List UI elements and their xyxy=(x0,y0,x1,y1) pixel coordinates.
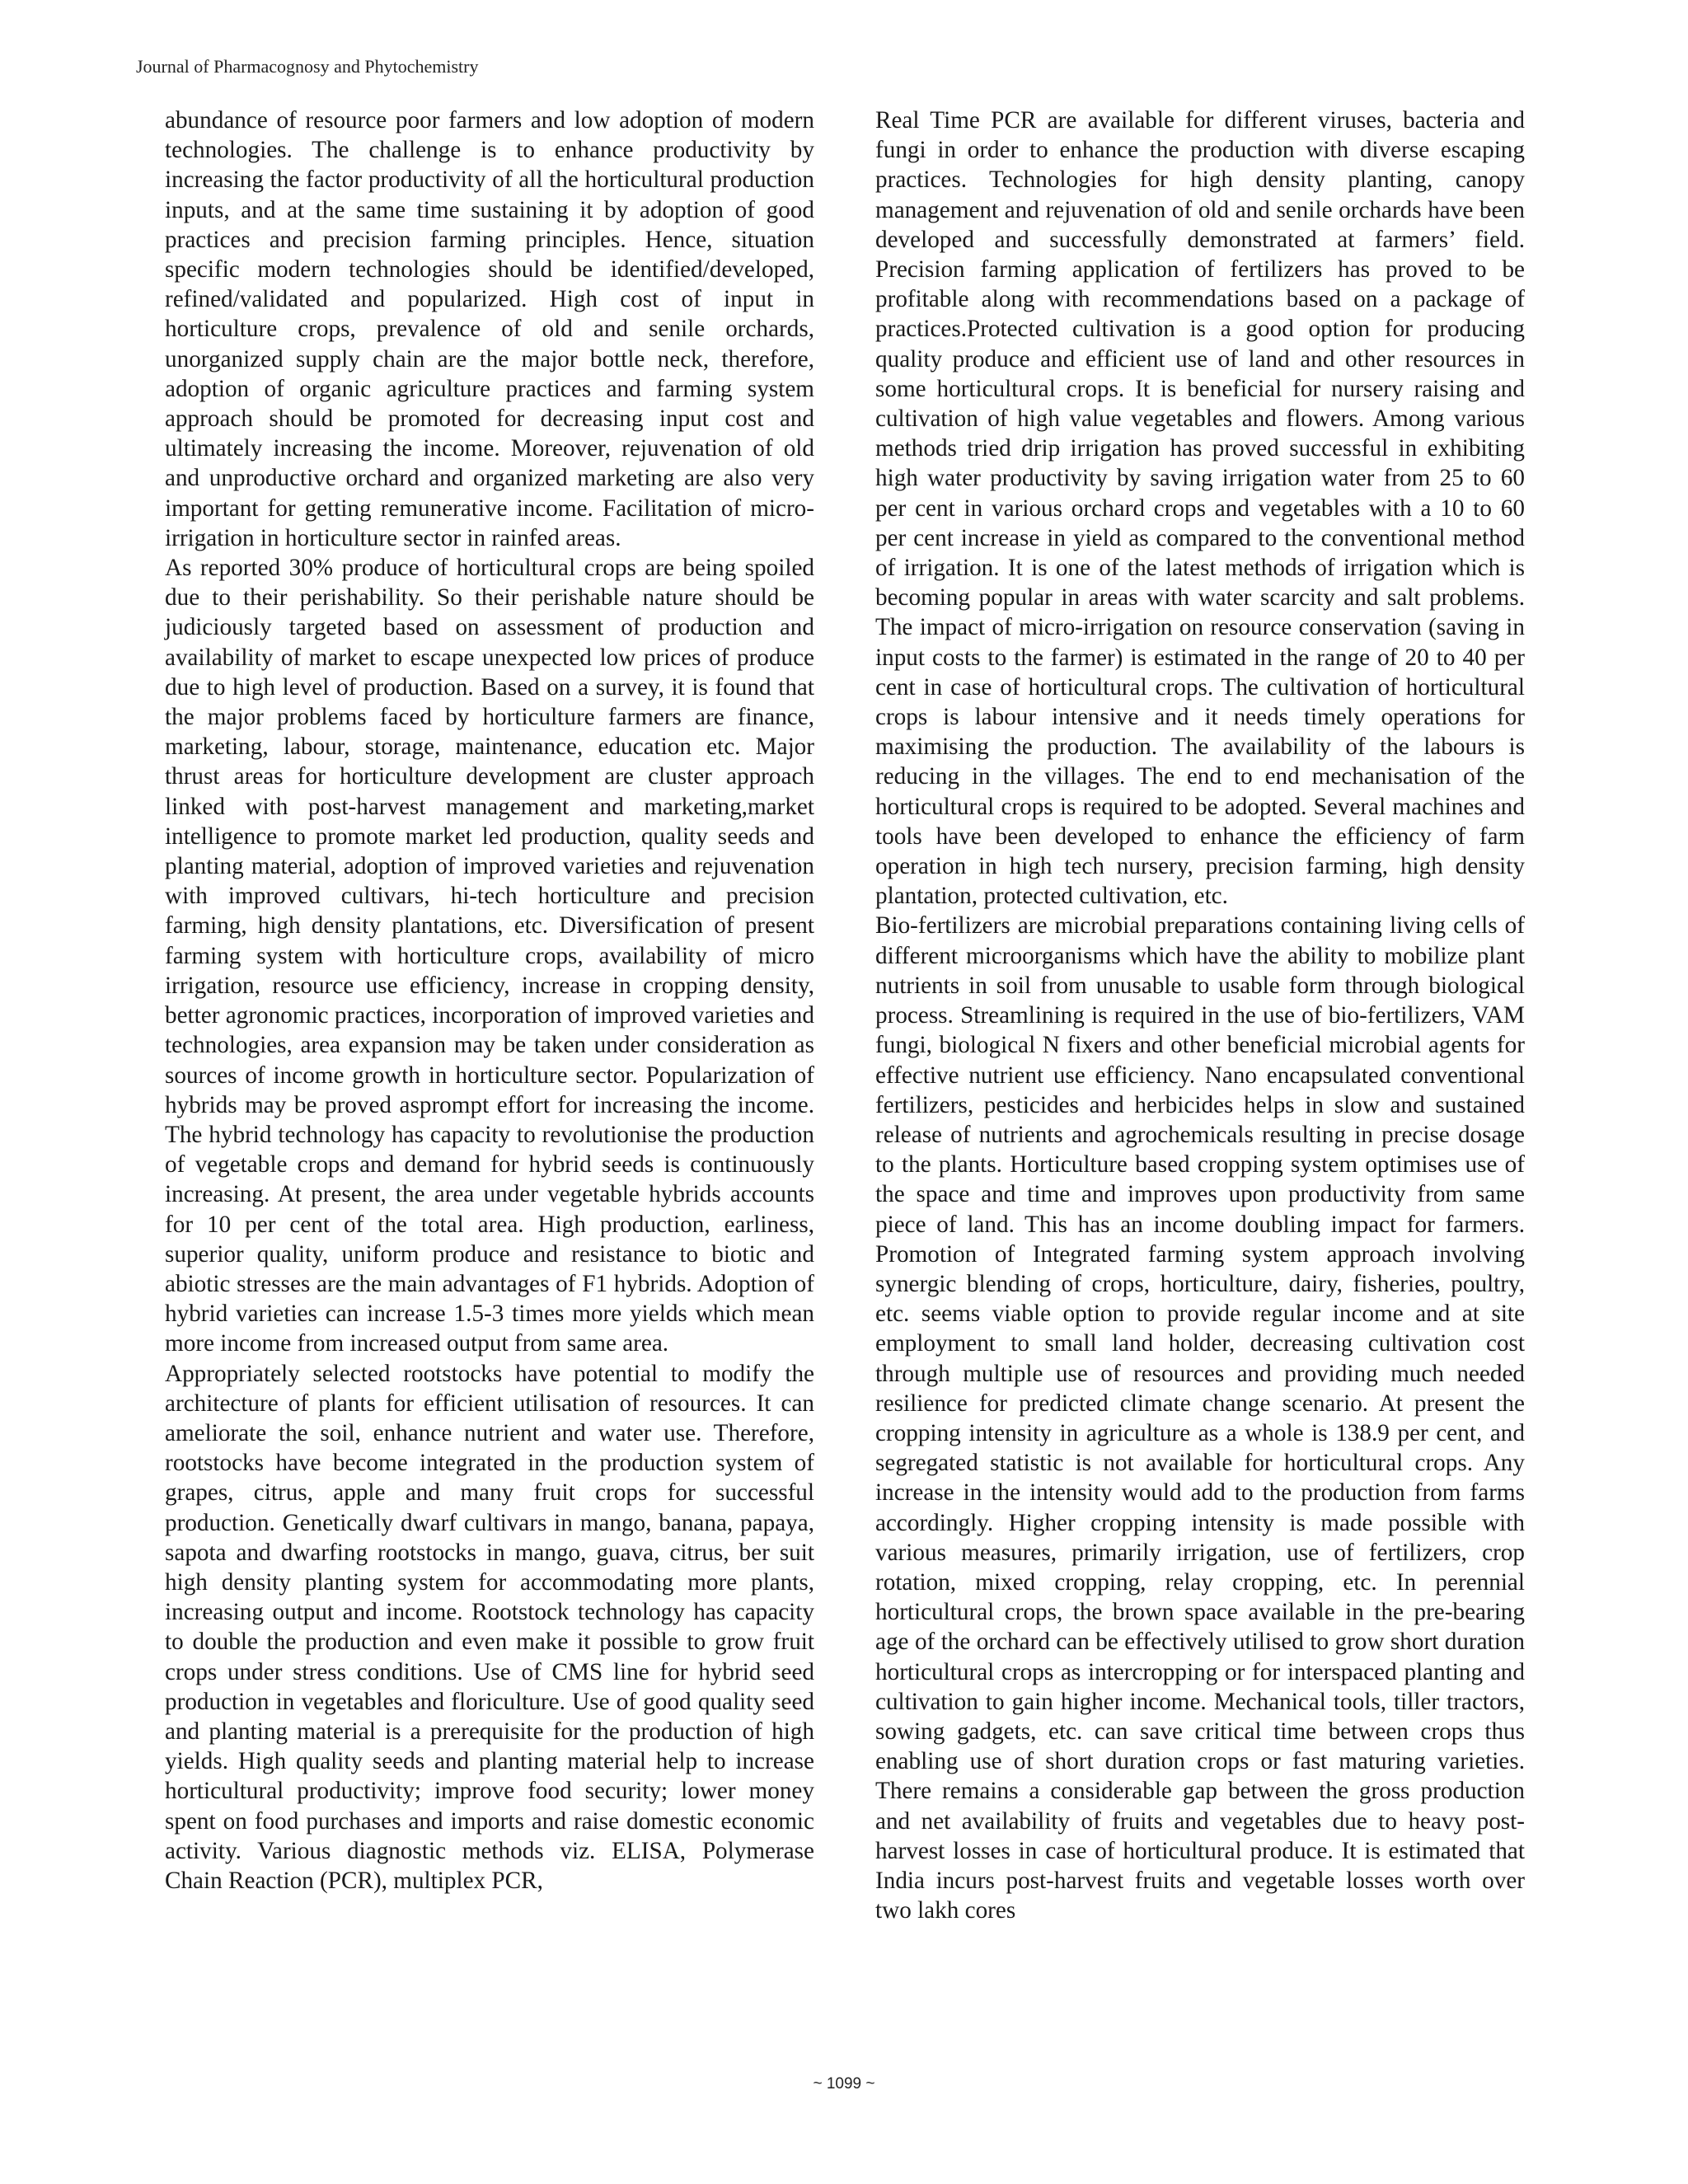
left-column xyxy=(165,105,814,1896)
right-column xyxy=(875,105,1525,1925)
left-paragraph-2: As reported 30% produce of horticultural crops are being spoiled due to their perishability. So their perishable nature should be judiciously targeted based on assessment of production and availability of market to escape unexpected low prices of produce due to high level of production. Based on a survey, it is found that the major problems faced by horticulture farmers are finance, marketing, labour, storage, maintenance, education etc. Major thrust areas for horticulture development are cluster approach linked with post-harvest management and marketing,market intelligence to promote market led production, quality seeds and planting material, adoption of improved varieties and rejuvenation with improved cultivars, hi-tech horticulture and precision farming, high density plantations, etc. Diversification of present farming system with horticulture crops, availability of micro irrigation, resource use efficiency, increase in cropping density, better agronomic practices, incorporation of improved varieties and technologies, area expansion may be taken under consideration as sources of income growth in horticulture sector. Popularization of hybrids may be proved asprompt effort for increasing the income. The hybrid technology has capacity to revolutionise the production of vegetable crops and demand for hybrid seeds is continuously increasing. At present, the area under vegetable hybrids accounts for 10 per cent of the total area. High production, earliness, superior quality, uniform produce and resistance to biotic and abiotic stresses are the main advantages of F1 hybrids. Adoption of hybrid varieties can increase 1.5-3 times more yields which mean more income from increased output from same area. xyxy=(165,555,814,1357)
right-paragraph-1: Real Time PCR are available for different viruses, bacteria and fungi in order to enhance the production with diverse escaping practices. Technologies for high density planting, canopy management and rejuvenation of old and senile orchards have been developed and successfully demonstrated at farmers’ field. Precision farming application of fertilizers has proved to be profitable along with recommendations based on a package of practices.Protected cultivation is a good option for producing quality produce and efficient use of land and other resources in some horticultural crops. It is beneficial for nursery raising and cultivation of high value vegetables and flowers. Among various methods tried drip irrigation has proved successful in exhibiting high water productivity by saving irrigation water from 25 to 60 per cent in various orchard crops and vegetables with a 10 to 60 per cent increase in yield as compared to the conventional method of irrigation. It is one of the latest methods of irrigation which is becoming popular in areas with water scarcity and salt problems. The impact of micro-irrigation on resource conservation (saving in input costs to the farmer) is estimated in the range of 20 to 40 per cent in case of horticultural crops. The cultivation of horticultural crops is labour intensive and it needs timely operations for maximising the production. The availability of the labours is reducing in the villages. The end to end mechanisation of the horticultural crops is required to be adopted. Several machines and tools have been developed to enhance the efficiency of farm operation in high tech nursery, precision farming, high density plantation, protected cultivation, etc. xyxy=(875,107,1525,910)
right-paragraph-2: Bio-fertilizers are microbial preparations containing living cells of different microorganisms which have the ability to mobilize plant nutrients in soil from unusable to usable form through biological process. Streamlining is required in the use of bio-fertilizers, VAM fungi, biological N fixers and other beneficial microbial agents for effective nutrient use efficiency. Nano encapsulated conventional fertilizers, pesticides and herbicides helps in slow and sustained release of nutrients and agrochemicals resulting in precise dosage to the plants. Horticulture based cropping system optimises use of the space and time and improves upon productivity from same piece of land. This has an income doubling impact for farmers. Promotion of Integrated farming system approach involving synergic blending of crops, horticulture, dairy, fisheries, poultry, etc. seems viable option to provide regular income and at site employment to small land holder, decreasing cultivation cost through multiple use of resources and providing much needed resilience for predicted climate change scenario. At present the cropping intensity in agriculture as a whole is 138.9 per cent, and segregated statistic is not available for horticultural crops. Any increase in the intensity would add to the production from farms accordingly. Higher cropping intensity is made possible with various measures, primarily irrigation, use of fertilizers, crop rotation, mixed cropping, relay cropping, etc. In perennial horticultural crops, the brown space available in the pre-bearing age of the orchard can be effectively utilised to grow short duration horticultural crops as intercropping or for interspaced planting and cultivation to gain higher income. Mechanical tools, tiller tractors, sowing gadgets, etc. can save critical time between crops thus enabling use of short duration crops or fast maturing varieties. There remains a considerable gap between the gross production and net availability of fruits and vegetables due to heavy post-harvest losses in case of horticultural produce. It is estimated that India incurs post-harvest fruits and vegetable losses worth over two lakh cores xyxy=(875,912,1525,1924)
page-number: ~ 1099 ~ xyxy=(813,2075,875,2093)
left-paragraph-1: abundance of resource poor farmers and low adoption of modern technologies. The challenge is to enhance productivity by increasing the factor productivity of all the horticultural production inputs, and at the same time sustaining it by adoption of good practices and precision farming principles. Hence, situation specific modern technologies should be identified/developed, refined/validated and popularized. High cost of input in horticulture crops, prevalence of old and senile orchards, unorganized supply chain are the major bottle neck, therefore, adoption of organic agriculture practices and farming system approach should be promoted for decreasing input cost and ultimately increasing the income. Moreover, rejuvenation of old and unproductive orchard and organized marketing are also very important for getting remunerative income. Facilitation of micro-irrigation in horticulture sector in rainfed areas. xyxy=(165,107,814,551)
left-paragraph-3: Appropriately selected rootstocks have potential to modify the architecture of plants for efficient utilisation of resources. It can ameliorate the soil, enhance nutrient and water use. Therefore, rootstocks have become integrated in the production system of grapes, citrus, apple and many fruit crops for successful production. Genetically dwarf cultivars in mango, banana, papaya, sapota and dwarfing rootstocks in mango, guava, citrus, ber suit high density planting system for accommodating more plants, increasing output and income. Rootstock technology has capacity to double the production and even make it possible to grow fruit crops under stress conditions. Use of CMS line for hybrid seed production in vegetables and floriculture. Use of good quality seed and planting material is a prerequisite for the production of high yields. High quality seeds and planting material help to increase horticultural productivity; improve food security; lower money spent on food purchases and imports and raise domestic economic activity. Various diagnostic methods viz. ELISA, Polymerase Chain Reaction (PCR), multiplex PCR, xyxy=(165,1360,814,1894)
running-head: Journal of Pharmacognosy and Phytochemistry xyxy=(136,56,479,77)
